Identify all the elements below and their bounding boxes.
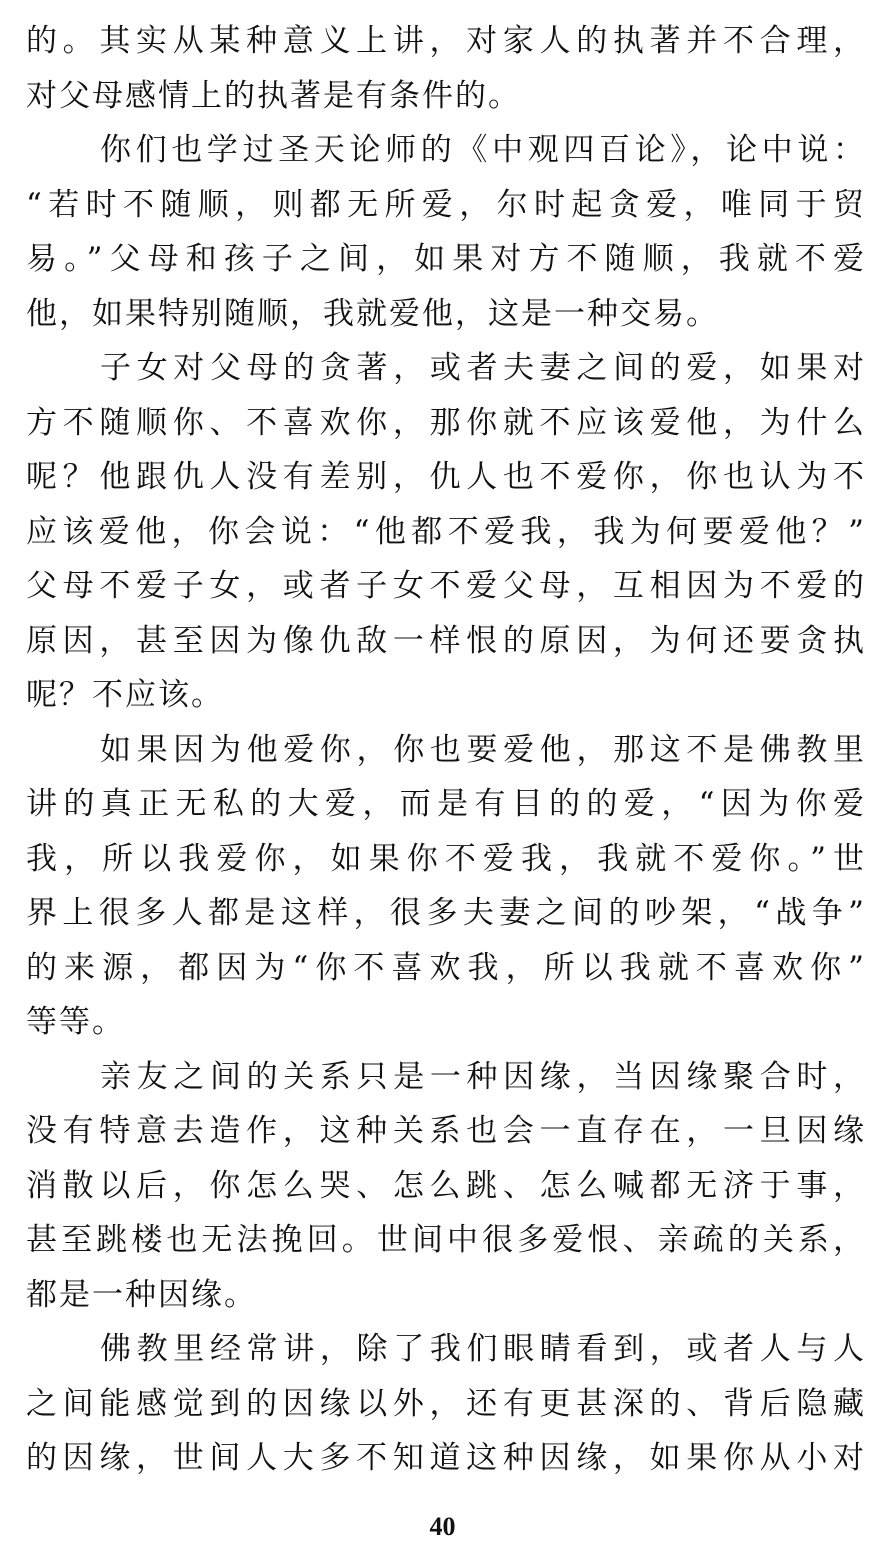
text-line: 对父母感情上的执著是有条件的。 [26,77,521,114]
body-text [26,14,866,1486]
text-line: 你们也学过圣天论师的《中观四百论》，论中说： [100,132,866,168]
text-line: 之间能感觉到的因缘以外，还有更甚深的、背后隐藏 [26,1385,866,1422]
text-line: 消散以后，你怎么哭、怎么跳、怎么喊都无济于事， [26,1167,866,1204]
text-line: 呢？他跟仇人没有差别，仇人也不爱你，你也认为不 [26,459,866,495]
text-line: 他，如果特别随顺，我就爱他，这是一种交易。 [26,295,719,332]
text-line: 父母不爱子女，或者子女不爱父母，互相因为不爱的 [26,568,866,604]
text-line: 佛教里经常讲，除了我们眼睛看到，或者人与人 [100,1331,866,1367]
text-line: 都是一种因缘。 [26,1276,257,1313]
text-line: “若时不随顺，则都无所爱，尔时起贪爱，唯同于贸 [26,186,866,223]
text-line: 呢？不应该。 [26,677,224,713]
text-line: 方不随顺你、不喜欢你，那你就不应该爱他，为什么 [26,404,866,441]
text-line: 讲的真正无私的大爱，而是有目的的爱，“因为你爱 [26,786,866,822]
text-line: 原因，甚至因为像仇敌一样恨的原因，为何还要贪执 [26,622,866,659]
text-line: 的因缘，世间人大多不知道这种因缘，如果你从小对 [26,1440,866,1476]
text-line: 等等。 [26,1004,125,1040]
text-line: 子女对父母的贪著，或者夫妻之间的爱，如果对 [100,350,866,386]
text-line: 亲友之间的关系只是一种因缘，当因缘聚合时， [100,1058,866,1095]
text-line: 易。”父母和孩子之间，如果对方不随顺，我就不爱 [26,241,866,277]
text-line: 的。其实从某种意义上讲，对家人的执著并不合理， [26,23,866,59]
text-line: 界上很多人都是这样，很多夫妻之间的吵架，“战争” [26,895,866,931]
text-line: 应该爱他，你会说：“他都不爱我，我为何要爱他？” [26,513,866,550]
text-line: 如果因为他爱你，你也要爱他，那这不是佛教里 [100,731,866,768]
page-number: 40 [429,1512,456,1541]
text-line: 甚至跳楼也无法挽回。世间中很多爱恨、亲疏的关系， [26,1222,866,1258]
text-line: 我，所以我爱你，如果你不爱我，我就不爱你。”世 [26,840,866,877]
text-line: 的来源，都因为“你不喜欢我，所以我就不喜欢你” [26,949,866,986]
text-line: 没有特意去造作，这种关系也会一直存在，一旦因缘 [26,1113,866,1149]
